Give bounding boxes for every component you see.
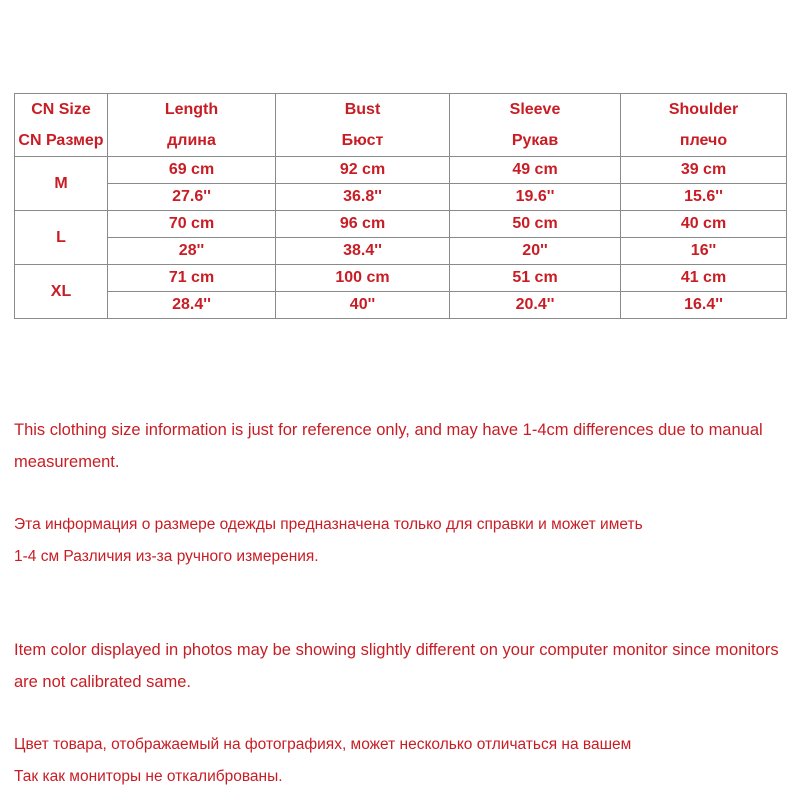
table-header-row-en: [15, 94, 787, 126]
size-table: [14, 93, 787, 319]
sleeve-inch: 20'': [450, 238, 621, 265]
length-cm: 69 cm: [108, 157, 276, 184]
table-row: [15, 265, 787, 292]
bust-cm: 92 cm: [276, 157, 450, 184]
bust-inch: 36.8'': [276, 184, 450, 211]
table-row: [15, 238, 787, 265]
header-bust: Bust: [276, 94, 450, 126]
header-length: Length: [108, 94, 276, 126]
table-header-row-ru: [15, 125, 787, 157]
table-row: [15, 211, 787, 238]
shoulder-cm: 40 cm: [621, 211, 787, 238]
size-notice-ru: [14, 509, 786, 573]
table-row: [15, 292, 787, 319]
bust-inch: 38.4'': [276, 238, 450, 265]
length-inch: 28.4'': [108, 292, 276, 319]
length-cm: 71 cm: [108, 265, 276, 292]
size-notice-en: This clothing size information is just for reference only, and may have 1-4cm differences due to manual measurement.: [14, 421, 763, 471]
header-size-ru: CN Размер: [15, 125, 108, 157]
sleeve-cm: 51 cm: [450, 265, 621, 292]
length-cm: 70 cm: [108, 211, 276, 238]
bust-cm: 100 cm: [276, 265, 450, 292]
sleeve-cm: 50 cm: [450, 211, 621, 238]
size-notice-ru-line-1: Эта информация о размере одежды предназначена только для справки и может иметь: [14, 516, 643, 533]
sleeve-inch: 19.6'': [450, 184, 621, 211]
shoulder-inch: 15.6'': [621, 184, 787, 211]
header-length-ru: длина: [108, 125, 276, 157]
header-shoulder-ru: плечо: [621, 125, 787, 157]
length-inch: 28'': [108, 238, 276, 265]
size-notice-ru-line-2: 1-4 см Различия из-за ручного измерения.: [14, 548, 319, 565]
header-sleeve-ru: Рукав: [450, 125, 621, 157]
shoulder-cm: 39 cm: [621, 157, 787, 184]
size-label: L: [15, 211, 108, 265]
sleeve-cm: 49 cm: [450, 157, 621, 184]
sleeve-inch: 20.4'': [450, 292, 621, 319]
table-row: [15, 184, 787, 211]
header-size: CN Size: [15, 94, 108, 126]
length-inch: 27.6'': [108, 184, 276, 211]
header-sleeve: Sleeve: [450, 94, 621, 126]
header-bust-ru: Бюст: [276, 125, 450, 157]
table-row: [15, 157, 787, 184]
shoulder-inch: 16.4'': [621, 292, 787, 319]
color-notice-ru-line-1: Цвет товара, отображаемый на фотографиях, может несколько отличаться на вашем: [14, 736, 632, 753]
color-notice-ru: [14, 729, 786, 793]
bust-cm: 96 cm: [276, 211, 450, 238]
shoulder-inch: 16'': [621, 238, 787, 265]
color-notice-en: Item color displayed in photos may be showing slightly different on your computer monitor since monitors are not calibrated same.: [14, 641, 779, 691]
color-notice-ru-line-2: Так как мониторы не откалиброваны.: [14, 768, 283, 785]
size-label: XL: [15, 265, 108, 319]
shoulder-cm: 41 cm: [621, 265, 787, 292]
bust-inch: 40'': [276, 292, 450, 319]
size-label: M: [15, 157, 108, 211]
header-shoulder: Shoulder: [621, 94, 787, 126]
